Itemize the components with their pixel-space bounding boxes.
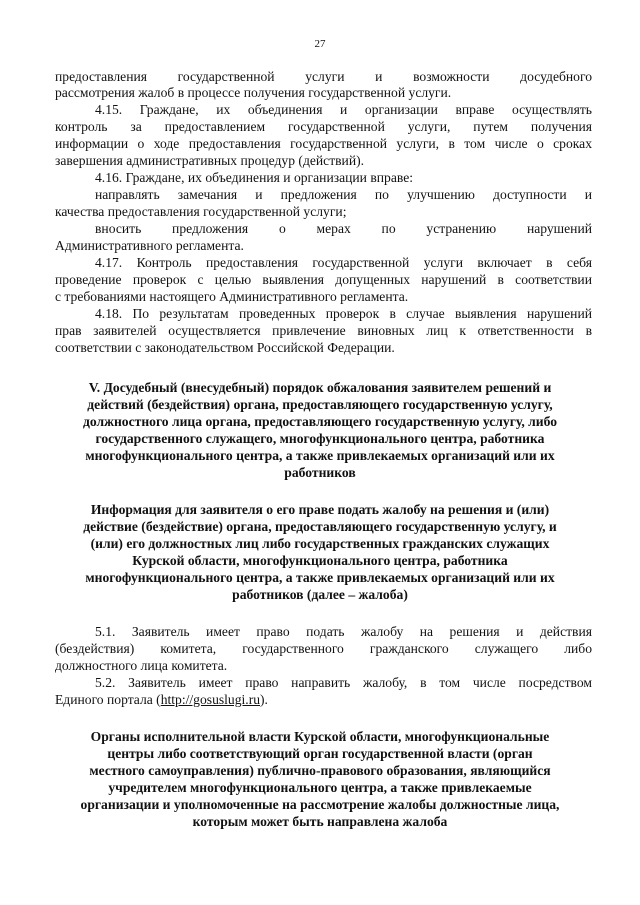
heading-line: государственного служащего, многофункционального центра, работника bbox=[95, 431, 545, 446]
heading-line: местного самоуправления) публично-правового образования, являющийся bbox=[89, 763, 551, 778]
heading-line: действие (бездействие) органа, предоставляющего государственную услугу, и bbox=[83, 519, 557, 534]
text-line: направлять замечания и предложения по улучшению доступности и bbox=[95, 187, 592, 202]
heading-line: Курской области, многофункционального центра, работника bbox=[132, 553, 508, 568]
text-line: должностного лица комитета. bbox=[55, 658, 228, 673]
text-line: 4.16. Граждане, их объединения и организации вправе: bbox=[95, 170, 414, 185]
heading-line: организации и уполномоченные на рассмотрение жалобы должностные лица, bbox=[80, 797, 560, 812]
text-line: рассмотрения жалоб в процессе получения государственной услуги. bbox=[55, 85, 452, 100]
heading-line: должностного лица органа, предоставляющего государственную услугу, либо bbox=[83, 414, 557, 429]
text-line: завершения административных процедур (действий). bbox=[55, 153, 365, 168]
text-line: Административного регламента. bbox=[55, 238, 244, 253]
text-line: вносить предложения о мерах по устранению нарушений bbox=[95, 221, 592, 236]
heading-line: действий (бездействия) органа, предоставляющего государственную услугу, bbox=[87, 397, 553, 412]
text-line: соответствии с законодательством Российской Федерации. bbox=[55, 340, 395, 355]
heading-line: V. Досудебный (внесудебный) порядок обжалования заявителем решений и bbox=[88, 380, 552, 395]
text-line: 4.15. Граждане, их объединения и организации вправе осуществлять bbox=[95, 102, 592, 117]
page-number: 27 bbox=[314, 38, 326, 50]
heading-line: Органы исполнительной власти Курской области, многофункциональные bbox=[90, 729, 550, 744]
heading-line: которым может быть направлена жалоба bbox=[192, 814, 448, 829]
heading-line: работников bbox=[284, 465, 356, 480]
heading-line: учредителем многофункционального центра, а также привлекаемые bbox=[108, 780, 532, 795]
heading-line: работников (далее – жалоба) bbox=[232, 587, 408, 602]
text-line: Единого портала (http://gosuslugi.ru). bbox=[55, 692, 268, 707]
text-line: контроль за предоставлением государственной услуги, путем получения bbox=[55, 119, 592, 134]
text-line: качества предоставления государственной услуги; bbox=[55, 204, 347, 219]
gosuslugi-link[interactable]: http://gosuslugi.ru bbox=[160, 692, 261, 707]
text-line: проведение проверок с целью выявления допущенных нарушений в соответствии bbox=[55, 272, 592, 287]
text-line: с требованиями настоящего Административного регламента. bbox=[55, 289, 409, 304]
heading-line: многофункционального центра, а также привлекаемых организаций или их bbox=[85, 570, 555, 585]
text-line: 5.2. Заявитель имеет право направить жалобу, в том числе посредством bbox=[95, 675, 592, 690]
text-line: информации о ходе предоставления государственной услуги, в том числе о сроках bbox=[55, 136, 592, 151]
text-line: прав заявителей осуществляется привлечение виновных лиц к ответственности в bbox=[55, 323, 592, 338]
text-line: 5.1. Заявитель имеет право подать жалобу на решения и действия bbox=[95, 624, 592, 639]
text-line: 4.17. Контроль предоставления государственной услуги включает в себя bbox=[95, 255, 592, 270]
heading-line: многофункционального центра, а также привлекаемых организаций или их bbox=[85, 448, 555, 463]
text-line: предоставления государственной услуги и возможности досудебного bbox=[55, 69, 592, 84]
text-line: (бездействия) комитета, государственного гражданского служащего либо bbox=[55, 641, 592, 656]
heading-line: (или) его должностных лиц либо государственных гражданских служащих bbox=[90, 536, 550, 551]
heading-line: центры либо соответствующий орган государственной власти (орган bbox=[107, 746, 533, 761]
text-line: 4.18. По результатам проведенных проверок в случае выявления нарушений bbox=[95, 306, 592, 321]
heading-line: Информация для заявителя о его праве подать жалобу на решения и (или) bbox=[90, 502, 550, 517]
